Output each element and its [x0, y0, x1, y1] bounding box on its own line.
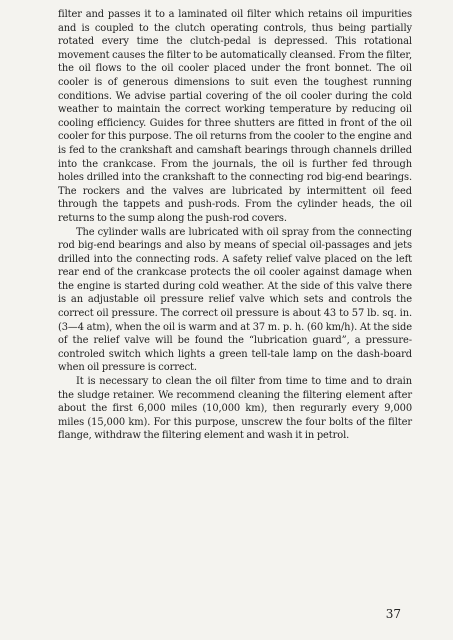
paragraph-3: It is necessary to clean the oil filter from time to time and to drain the sludge retainer. We recommend cleaning the filtering element after about the first 6,000 miles (10,000 km), then regurarly every 9,000 miles (15,000 km). For this purpose, unscrew the four bolts of the filter flange, withdraw the filtering element and wash it in petrol. [58, 376, 412, 442]
paragraph-2: The cylinder walls are lubricated with oil spray from the connecting rod big-end bearings and also by means of special oil-passages and jets drilled into the connecting rods. A safety relief valve placed on the left rear end of the crankcase protects the oil cooler against damage when the engine is started during cold weather. At the side of this valve there is an adjustable oil pressure relief valve which sets and controls the correct oil pressure. The correct oil pressure is about 43 to 57 lb. sq. in. (3—4 atm), when the oil is warm and at 37 m. p. h. (60 km/h). At the side of the relief valve will be found the “lubrication guard”, a pressure-controled switch which lights a green tell-tale lamp on the dash-board when oil pressure is correct. [58, 226, 412, 374]
body-text [58, 8, 412, 443]
paragraph-1: filter and passes it to a laminated oil filter which retains oil impurities and is coupled to the clutch operating controls, thus being partially rotated every time the clutch-pedal is depressed. This rotational movement causes the filter to be automatically cleansed. From the filter, the oil flows to the oil cooler placed under the front bonnet. The oil cooler is of generous dimensions to suit even the toughest running conditions. We advise partial covering of the oil cooler during the cold weather to maintain the correct working temperature by reducing oil cooling efficiency. Guides for three shutters are fitted in front of the oil cooler for this purpose. The oil returns from the cooler to the engine and is fed to the crankshaft and camshaft bearings through channels drilled into the crankcase. From the journals, the oil is further fed through holes drilled into the crankshaft to the connecting rod big-end bearings. The rockers and the valves are lubricated by intermittent oil feed through the tappets and push-rods. From the cylinder heads, the oil returns to the sump along the push-rod covers. [58, 9, 412, 224]
page-number: 37 [385, 607, 401, 621]
